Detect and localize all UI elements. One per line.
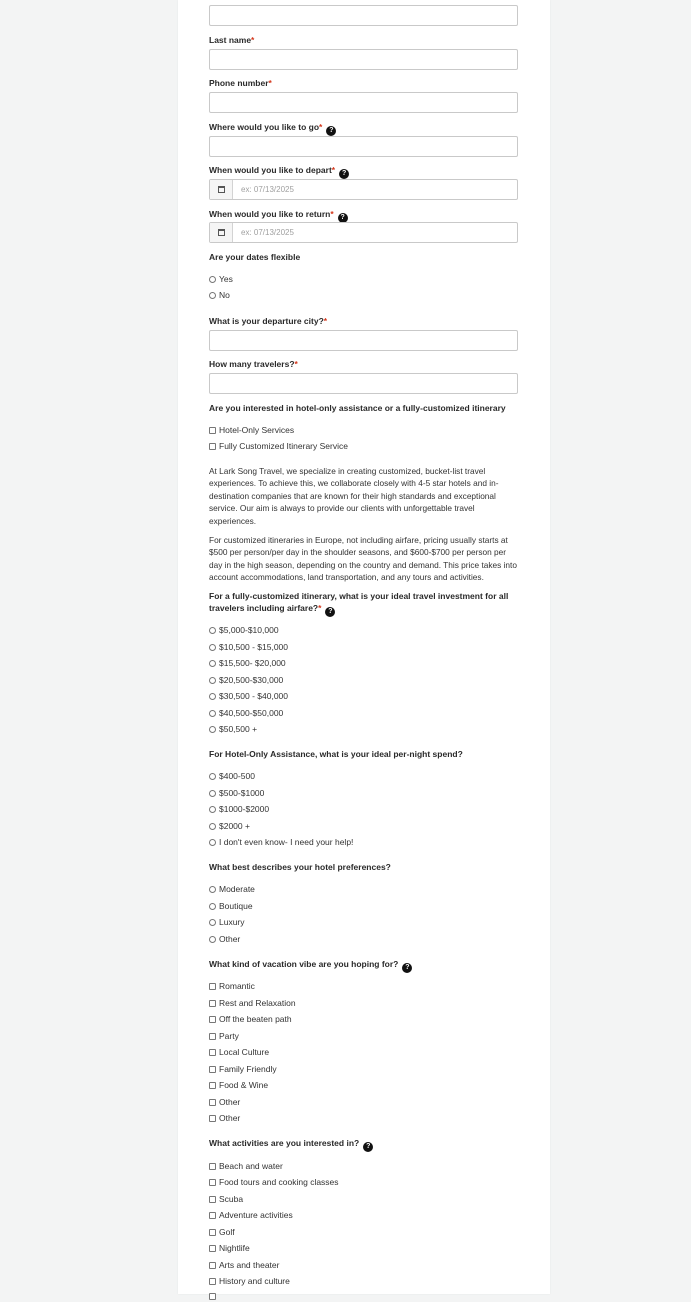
radio-button[interactable] (209, 936, 216, 943)
radio-button[interactable] (209, 677, 216, 684)
checkbox[interactable] (209, 1278, 216, 1285)
vibe-option[interactable]: Food & Wine (209, 1079, 268, 1091)
checkbox[interactable] (209, 1163, 216, 1170)
departure-city-label: What is your departure city?* (209, 316, 328, 326)
radio-button[interactable] (209, 839, 216, 846)
depart-date-input[interactable] (209, 179, 518, 200)
vibe-option[interactable]: Local Culture (209, 1046, 269, 1058)
budget-option[interactable]: $20,500-$30,000 (209, 674, 283, 686)
flexible-option[interactable]: Yes (209, 273, 233, 285)
checkbox[interactable] (209, 1066, 216, 1073)
nightly-option[interactable]: I don't even know- I need your help! (209, 836, 353, 848)
phone-label: Phone number* (209, 78, 272, 88)
pricing-paragraph: For customized itineraries in Europe, not including airfare, pricing usually starts at $500 per person/per day in the shoulder seasons, and $600-$700 per person per day in the high season, depending on the country and demand. This price takes into account accommodations, land transportation, and any tours and activities. (209, 535, 517, 583)
checkbox[interactable] (209, 1033, 216, 1040)
checkbox[interactable] (209, 1049, 216, 1056)
nightly-option[interactable]: $400-500 (209, 770, 255, 782)
nightly-option[interactable]: $1000-$2000 (209, 803, 269, 815)
return-date-input[interactable] (209, 222, 518, 243)
budget-option[interactable]: $10,500 - $15,000 (209, 641, 288, 653)
question-circle-icon[interactable]: ? (338, 213, 348, 223)
vibe-option[interactable]: Other (209, 1112, 240, 1124)
radio-button[interactable] (209, 627, 216, 634)
assistance-type-label: Are you interested in hotel-only assistance or a fully-customized itinerary (209, 403, 506, 413)
activities-label: What activities are you interested in? ? (209, 1137, 373, 1152)
calendar-button[interactable] (210, 223, 233, 242)
activity-option[interactable] (209, 1290, 219, 1302)
question-circle-icon[interactable]: ? (363, 1142, 373, 1152)
depart-date-field[interactable] (233, 180, 517, 199)
question-circle-icon[interactable]: ? (325, 607, 335, 617)
activity-option[interactable]: Beach and water (209, 1160, 283, 1172)
return-label: When would you like to return* ? (209, 208, 348, 223)
checkbox[interactable] (209, 983, 216, 990)
activity-option[interactable]: Scuba (209, 1193, 243, 1205)
nightly-spend-label: For Hotel-Only Assistance, what is your ideal per-night spend? (209, 749, 463, 759)
calendar-button[interactable] (210, 180, 233, 199)
activity-option[interactable]: Golf (209, 1226, 235, 1238)
budget-option[interactable]: $30,500 - $40,000 (209, 690, 288, 702)
activity-option[interactable]: Food tours and cooking classes (209, 1176, 339, 1188)
nightly-option[interactable]: $2000 + (209, 820, 250, 832)
flexible-option[interactable]: No (209, 289, 230, 301)
checkbox[interactable] (209, 1212, 216, 1219)
question-circle-icon[interactable]: ? (326, 126, 336, 136)
checkbox[interactable] (209, 1099, 216, 1106)
destination-label: Where would you like to go* ? (209, 121, 336, 136)
activity-option[interactable]: Nightlife (209, 1242, 250, 1254)
hotel-pref-option[interactable]: Luxury (209, 916, 245, 928)
checkbox[interactable] (209, 1262, 216, 1269)
travelers-label: How many travelers?* (209, 359, 298, 369)
checkbox[interactable] (209, 1245, 216, 1252)
last-name-input[interactable] (209, 49, 518, 70)
activity-option[interactable]: Arts and theater (209, 1259, 279, 1271)
vibe-option[interactable]: Off the beaten path (209, 1013, 292, 1025)
budget-option[interactable]: $40,500-$50,000 (209, 707, 283, 719)
hotel-preferences-label: What best describes your hotel preferences? (209, 862, 391, 872)
radio-button[interactable] (209, 660, 216, 667)
info-paragraph: At Lark Song Travel, we specialize in creating customized, bucket-list travel experiences. To achieve this, we collaborate closely with 4-5 star hotels and in-destination companies that are known for their high standards and exceptional service. Our aim is always to provide our clients with unforgettable travel experiences. (209, 466, 499, 526)
checkbox[interactable] (209, 1229, 216, 1236)
checkbox[interactable] (209, 427, 216, 434)
radio-button[interactable] (209, 693, 216, 700)
radio-button[interactable] (209, 644, 216, 651)
depart-label: When would you like to depart* ? (209, 164, 349, 179)
form-card (178, 0, 550, 1294)
radio-button[interactable] (209, 919, 216, 926)
question-circle-icon[interactable]: ? (339, 169, 349, 179)
radio-button[interactable] (209, 886, 216, 893)
assistance-option[interactable]: Fully Customized Itinerary Service (209, 440, 348, 452)
destination-input[interactable] (209, 136, 518, 157)
travelers-input[interactable] (209, 373, 518, 394)
radio-button[interactable] (209, 773, 216, 780)
return-date-field[interactable] (233, 223, 517, 242)
checkbox[interactable] (209, 1082, 216, 1089)
assistance-option[interactable]: Hotel-Only Services (209, 424, 294, 436)
budget-option[interactable]: $50,500 + (209, 723, 257, 735)
nightly-option[interactable]: $500-$1000 (209, 787, 264, 799)
radio-button[interactable] (209, 790, 216, 797)
hotel-pref-option[interactable]: Boutique (209, 900, 253, 912)
budget-option[interactable]: $5,000-$10,000 (209, 624, 279, 636)
radio-button[interactable] (209, 903, 216, 910)
vibe-option[interactable]: Party (209, 1030, 239, 1042)
budget-label-line2: travelers including airfare?* ? (209, 602, 335, 617)
budget-option[interactable]: $15,500- $20,000 (209, 657, 286, 669)
departure-city-input[interactable] (209, 330, 518, 351)
calendar-icon (218, 229, 225, 236)
phone-input[interactable] (209, 92, 518, 113)
hotel-pref-option[interactable]: Other (209, 933, 240, 945)
checkbox[interactable] (209, 1115, 216, 1122)
vibe-label: What kind of vacation vibe are you hoping for? ? (209, 958, 412, 973)
question-circle-icon[interactable]: ? (402, 963, 412, 973)
checkbox[interactable] (209, 1196, 216, 1203)
checkbox[interactable] (209, 1179, 216, 1186)
budget-label: For a fully-customized itinerary, what is your ideal travel investment for all (209, 591, 509, 601)
radio-button[interactable] (209, 710, 216, 717)
first-name-input[interactable] (209, 5, 518, 26)
flexible-label: Are your dates flexible (209, 252, 301, 262)
radio-button[interactable] (209, 823, 216, 830)
vibe-option[interactable]: Family Friendly (209, 1063, 277, 1075)
checkbox[interactable] (209, 1000, 216, 1007)
checkbox[interactable] (209, 443, 216, 450)
activity-option[interactable]: Adventure activities (209, 1209, 293, 1221)
vibe-option[interactable]: Rest and Relaxation (209, 997, 296, 1009)
radio-button[interactable] (209, 292, 216, 299)
hotel-pref-option[interactable]: Moderate (209, 883, 255, 895)
calendar-icon (218, 186, 225, 193)
vibe-option[interactable]: Romantic (209, 980, 255, 992)
radio-button[interactable] (209, 276, 216, 283)
last-name-label: Last name* (209, 35, 255, 45)
checkbox[interactable] (209, 1016, 216, 1023)
radio-button[interactable] (209, 726, 216, 733)
radio-button[interactable] (209, 806, 216, 813)
vibe-option[interactable]: Other (209, 1096, 240, 1108)
activity-option[interactable]: History and culture (209, 1275, 290, 1287)
